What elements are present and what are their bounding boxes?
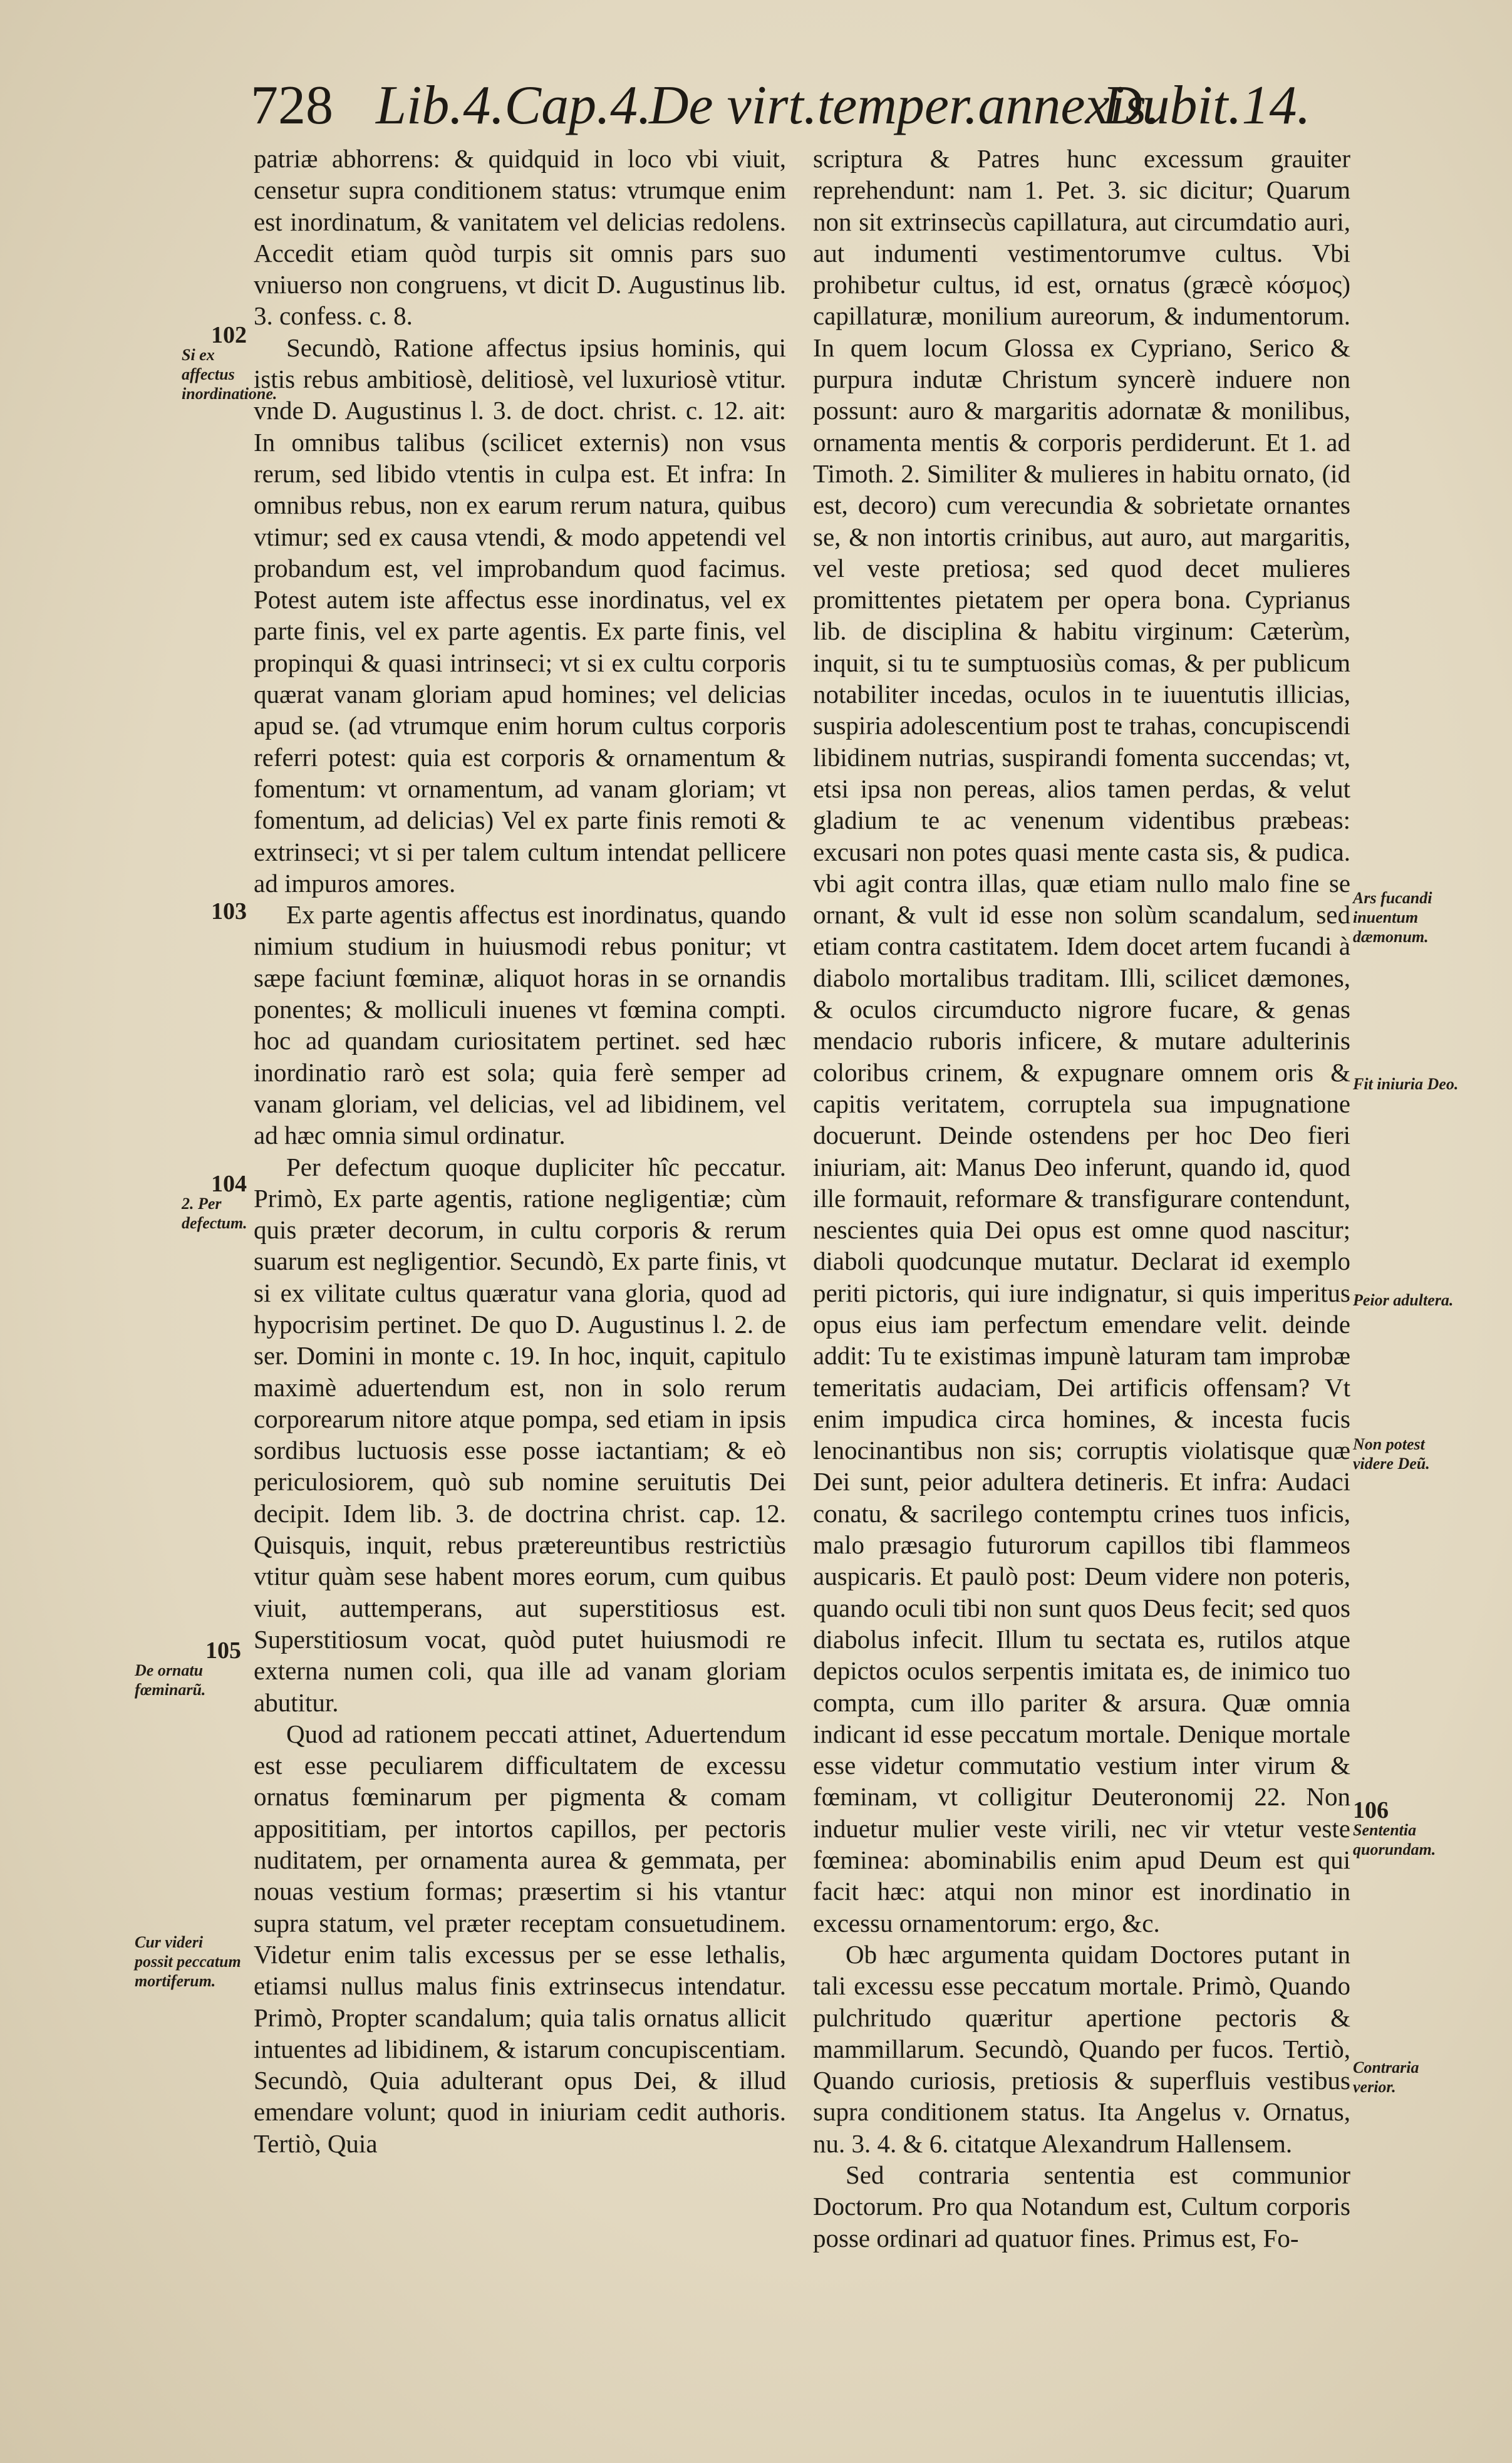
page-number: 728 [251,75,333,136]
running-title: De virt.temper.annexis. [649,75,1161,136]
section-number: 105 [205,1637,241,1664]
paragraph: Sed contraria sententia est communior Doctorum. Pro qua Notandum est, Cultum corporis posse ordinari ad quatuor fines. Primus est, Fo- [813,2160,1350,2253]
paragraph: scriptura & Patres hunc excessum grauiter reprehendunt: nam 1. Pet. 3. sic dicitur; Quarum non sit extrinsecùs capillatura, aut circumdatio auri, aut indumenti vestimentorumve cultus. Vbi prohibetur cultus, id est, ornatus (græcè κόσμος) capillaturæ, monilium aureorum, & indumentorum. In quem locum Glossa ex Cypriano, Serico & purpura indutæ Christum syncerè induere non possunt: auro & margaritis adornatæ & monilibus, ornamenta mentis & corporis perdiderunt. Et 1. ad Timoth. 2. Similiter & mulieres in habitu ornato, (id est, decoro) cum verecundia & sobrietate ornantes se, & non intortis crinibus, aut auro, aut margaritis, vel veste pretiosa; sed quod decet mulieres promittentes pietatem per opera bona. Cyprianus lib. de disciplina & habitu virginum: Cæterùm, inquit, si tu te sumptuosiùs comas, & per publicum notabiliter incedas, oculos in te iuuentutis illicias, suspiria adolescentium post te trahas, concupiscendi libidinem nutrias, suspirandi fomenta succendas; vt, etsi ipsa non pereas, alios tamen perdas, & velut gladium te ac venenum videntibus præbeas: excusari non potes quasi mente casta sis, & pudica. vbi agit contra illas, quæ etiam nullo malo fine se ornant, & vult id esse non solùm scandalum, sed etiam contra castitatem. Idem docet artem fucandi à diabolo mortalibus traditam. Illi, scilicet dæmones, & oculos circumducto nigrore fucare, & genas mendacio ruboris inficere, & mutare adulterinis coloribus crinem, & expugnare omnem oris & capitis veritatem, corruptela sua impugnatione docuerunt. Deinde ostendens per hoc Deo fieri iniuriam, ait: Manus Deo inferunt, quando id, quod ille formauit, reformare & transfigurare contendunt, nescientes quia Dei opus est omne quod nascitur; diaboli quodcunque mutatur. Declarat id exemplo periti pictoris, qui iure indignatur, si quis imperitus opus eius iam perfectum emendare velit. deinde addit: Tu te existimas impunè laturam tam improbæ temeritatis audaciam, Dei artificis offensam? Vt enim impudica circa homines, & incesta fucis lenocinantibus non sis; corruptis violatisque quæ Dei sunt, peior adultera detineris. Et infra: Audaci conatu, & sacrilego contemptu crines tuos inficis, malo præsagio futurorum capillos tibi flammeos auspicaris. Et paulò post: Deum videre non poteris, quando oculi tibi non sunt quos Deus fecit; sed quos diabolus infecit. Illum tu sectata es, rutilos atque depictos oculos serpentis imitata es, de inimico tuo compta, cum illo pariter & arsura. Quæ omnia indicant id esse peccatum mortale. Denique mortale esse videtur commutatio vestium inter virum & fœminam, vt colligitur Deuteronomij 22. Non induetur mulier veste virili, nec vir vtetur veste fœminea: abominabilis enim apud Deum est qui facit hæc: atqui non minor est inordinatio in excessu ornamentorum: ergo, &c. [813,144,1350,1937]
section-number: 103 [211,898,247,925]
book-chapter-label: Lib.4.Cap.4. [376,75,652,136]
section-number: 102 [211,322,247,348]
marginal-note-text: Peior adultera. [1353,1291,1454,1309]
paragraph: Ob hæc argumenta quidam Doctores putant in tali excessu esse peccatum mortale. Primò, Quando pulchritudo quæritur apertione pectoris & mammillarum. Secundò, Quando per fucos. Tertiò, Quando curiosis, pretiosis & superfluis vestibus supra conditionem status. Ita Angelus v. Ornatus, nu. 3. 4. & 6. citatque Alexandrum Hallensem. [813,1939,1350,2158]
marginal-note-peior-adultera [1353,1290,1466,1310]
marginal-note-106 [1353,1797,1466,1859]
paragraph: Quod ad rationem peccati attinet, Aduertendum est esse peculiarem difficultatem de excessu ornatus fœminarum per pigmenta & comam apposititiam, per intortos capillos, per pectoris nuditatem, per ornamenta aurea & gemmata, per nouas vestium formas; præsertim si his vtantur supra statum, vel præter receptam consuetudinem. Videtur enim talis excessus per se esse lethalis, etiamsi nullus malus finis extrinsecus intendatur. Primò, Propter scandalum; quia talis ornatus allicit intuentes ad libidinem, & istarum concupiscentiam. Secundò, Quia adulterant opus Dei, & illud emendare volunt; quod in iniuriam cedit authoris. Tertiò, Quia [254,1719,786,2158]
marginal-note-text: Sententia quorundam. [1353,1821,1436,1859]
marginal-note-contraria [1353,2058,1466,2097]
marginal-note-text: 2. Per defectum. [182,1195,247,1232]
marginal-note-103 [182,898,247,925]
marginal-note-text: Si ex affectus inordinatione. [182,346,277,403]
marginal-note-cur-videri [135,1932,241,1991]
marginal-note-104 [182,1171,247,1233]
right-text-column [813,143,1350,2254]
left-text-column [254,143,786,2159]
marginal-note-ars-fucandi [1353,888,1466,946]
section-number: 106 [1353,1797,1389,1823]
running-header [251,74,1311,143]
dubit-label: Dubit.14. [1102,75,1311,136]
paragraph: patriæ abhorrens: & quidquid in loco vbi viuit, censetur supra conditionem status: vtrumque enim est inordinatum, & vanitatem vel delicias redolens. Accedit etiam quòd turpis sit omnis pars suo vniuerso non congruens, vt dicit D. Augustinus lib. 3. confess. c. 8. [254,144,786,331]
marginal-note-text: Non potest videre Deũ. [1353,1435,1430,1473]
paragraph: Ex parte agentis affectus est inordinatus, quando nimium studium in huiusmodi rebus ponitur; vt sæpe faciunt fœminæ, aliquot horas in se ornandis ponentes; & molliculi inuenes vt fœmina compti. hoc ad quandam curiositatem pertinet. sed hæc inordinatio rarò est sola; quia ferè semper ad vanam gloriam, vel delicias, vel ad libidinem, vel ad hæc omnia simul ordinatur. [254,900,786,1150]
paragraph: Per defectum quoque dupliciter hîc peccatur. Primò, Ex parte agentis, ratione negligentiæ; cùm quis præter decorum, in cultu corporis & rerum suarum est negligentior. Secundò, Ex parte finis, vt si ex vilitate cultus quæratur vana gloria, quod ad hypocrisim pertinet. De quo D. Augustinus l. 2. de ser. Domini in monte c. 19. In hoc, inquit, capitulo maximè aduertendum est, non in solo rerum corporearum nitore atque pompa, sed etiam in ipsis sordibus luctuosis esse posse iactantiam; & eò periculosiorem, quò sub nomine seruitutis Dei decipit. Idem lib. 3. de doctrina christ. cap. 12. Quisquis, inquit, rebus prætereuntibus restrictiùs vtitur quàm sese habent mores eorum, cum quibus viuit, auttemperans, aut superstitiosus est. Superstitiosum vocat, quòd putet huiusmodi re externa numen coli, qua ille ad vanam gloriam abutitur. [254,1152,786,1717]
marginal-note-text: De ornatu fœminarũ. [135,1661,206,1699]
paragraph: Secundò, Ratione affectus ipsius hominis, qui istis rebus ambitiosè, delitiosè, vel luxuriosè vtitur. vnde D. Augustinus l. 3. de doct. christ. c. 12. ait: In omnibus talibus (scilicet externis) non vsus rerum, sed libido vtentis in culpa est. Et infra: In omnibus rebus, non ex earum rerum natura, quibus vtimur; sed ex causa vtendi, & modo appetendi vel probandum est, vel improbandum quod facimus. Potest autem iste affectus esse inordinatus, vel ex parte finis, vel ex parte agentis. Ex parte finis, vel propinqui & quasi intrinseci; vt si ex cultu corporis quærat vanam gloriam apud homines; vel delicias apud se. (ad vtrumque enim horum cultus corporis referri potest: quia est corporis & ornamentum & fomentum: vt ornamentum, ad vanam gloriam; vt fomentum, ad delicias) Vel ex parte finis remoti & extrinseci; vt si per talem cultum intendat pellicere ad impuros amores. [254,333,786,898]
marginal-note-text: Fit iniuria Deo. [1353,1075,1459,1093]
section-number: 104 [211,1171,247,1197]
marginal-note-text: Contraria verior. [1353,2058,1419,2096]
marginal-note-fit-iniuria [1353,1074,1466,1094]
marginal-note-102 [182,322,277,403]
marginal-note-non-potest [1353,1434,1466,1473]
marginal-note-105 [135,1637,241,1699]
marginal-note-text: Ars fucandi inuentum dæmonum. [1353,889,1432,946]
marginal-note-text: Cur videri possit peccatum mortiferum. [135,1933,241,1990]
